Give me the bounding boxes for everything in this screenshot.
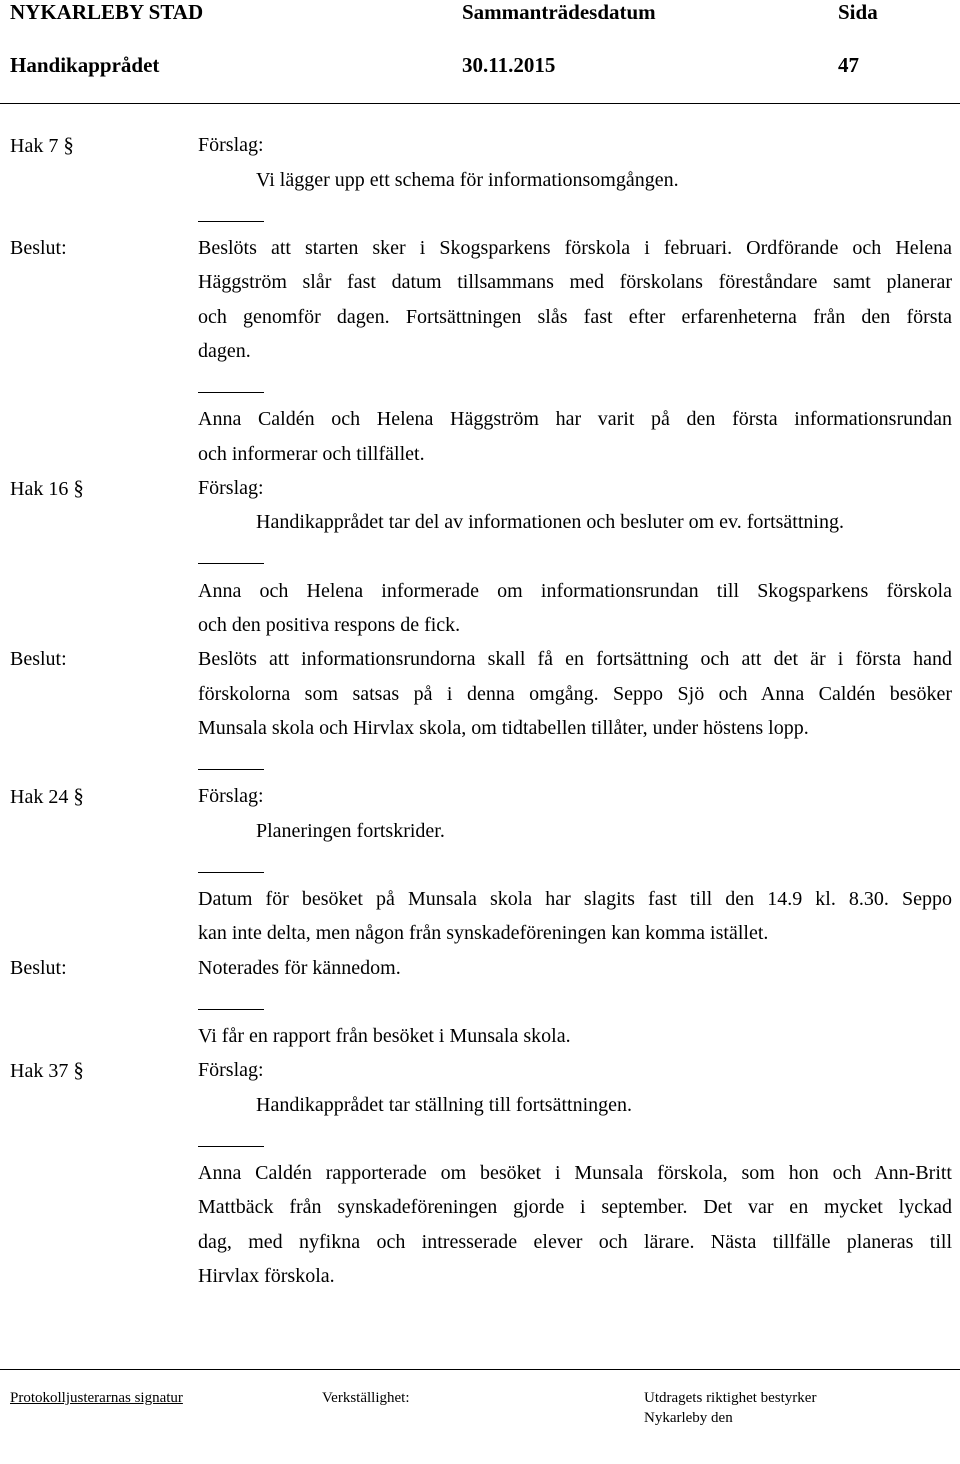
- separator-rule: [198, 1009, 264, 1010]
- paragraph-mark: §: [73, 1058, 84, 1082]
- forslag-label: Förslag:: [198, 134, 264, 156]
- forslag-label: Förslag:: [198, 785, 264, 807]
- forslag-text: Planeringen fortskrider.: [256, 820, 445, 842]
- separator-rule: [198, 1146, 264, 1147]
- beslut-line: dag, med nyfikna och intresserade elever och lärare. Nästa tillfälle planeras till: [198, 1231, 952, 1253]
- forslag-text: Handikapprådet tar ställning till fortsättningen.: [256, 1094, 633, 1116]
- intro-line: och informerar och tillfället.: [198, 443, 425, 465]
- header-divider: [0, 103, 960, 104]
- beslut-line: Munsala skola och Hirvlax skola, om tidtabellen tillåter, under höstens lopp.: [198, 717, 809, 739]
- beslut-line: Anna och Helena informerade om informationsrundan till Skogsparkens förskola: [198, 580, 952, 602]
- beslut-line: Beslöts att informationsrundorna skall få en fortsättning och att det är i första hand: [198, 648, 952, 670]
- section-label: Hak 16 §: [10, 476, 84, 500]
- header-page-number: 47: [838, 53, 859, 77]
- intro-line: Anna Caldén och Helena Häggström har varit på den första informationsrundan: [198, 408, 952, 430]
- beslut-line: Datum för besöket på Munsala skola har slagits fast till den 14.9 kl. 8.30. Seppo: [198, 888, 952, 910]
- paragraph-mark: §: [63, 133, 74, 157]
- forslag-text: Vi lägger upp ett schema för informationsomgången.: [256, 169, 679, 191]
- separator-rule: [198, 392, 264, 393]
- paragraph-mark: §: [73, 476, 84, 500]
- footer-divider: [0, 1369, 960, 1370]
- section-label: Hak 37 §: [10, 1058, 84, 1082]
- footer-place: Nykarleby den: [644, 1410, 733, 1426]
- forslag-label: Förslag:: [198, 477, 264, 499]
- paragraph-mark: §: [73, 784, 84, 808]
- beslut-line: Hirvlax förskola.: [198, 1265, 335, 1287]
- beslut-label: Beslut:: [10, 957, 67, 979]
- separator-rule: [198, 221, 264, 222]
- forslag-label: Förslag:: [198, 1059, 264, 1081]
- forslag-text: Handikapprådet tar del av informationen och besluter om ev. fortsättning.: [256, 511, 844, 533]
- footer-execution-label: Verkställighet:: [322, 1390, 410, 1406]
- beslut-line: Mattbäck från synskadeföreningen gjorde i september. Det var en mycket lyckad: [198, 1196, 952, 1218]
- beslut-line: förskolorna som satsas på i denna omgång. Seppo Sjö och Anna Caldén besöker: [198, 683, 952, 705]
- beslut-line: kan inte delta, men någon från synskadeföreningen kan komma istället.: [198, 922, 769, 944]
- beslut-line: Anna Caldén rapporterade om besöket i Munsala förskola, som hon och Ann-Britt: [198, 1162, 952, 1184]
- separator-rule: [198, 563, 264, 564]
- beslut-label: Beslut:: [10, 648, 67, 670]
- beslut-label: Beslut:: [10, 237, 67, 259]
- header-body: Handikapprådet: [10, 53, 160, 77]
- header-page-label: Sida: [838, 0, 878, 24]
- beslut-line: och genomför dagen. Fortsättningen slås fast efter erfarenheterna från den första: [198, 306, 952, 328]
- header-date-label: Sammanträdesdatum: [462, 0, 656, 24]
- beslut-line: Häggström slår fast datum tillsammans med förskolans föreståndare samt planerar: [198, 271, 952, 293]
- separator-rule: [198, 872, 264, 873]
- beslut-line: och den positiva respons de fick.: [198, 614, 461, 636]
- beslut-line: Beslöts att starten sker i Skogsparkens förskola i februari. Ordförande och Helena: [198, 237, 952, 259]
- section-label: Hak 7 §: [10, 133, 74, 157]
- beslut-line: dagen.: [198, 340, 251, 362]
- footer-extract-label: Utdragets riktighet bestyrker: [644, 1390, 817, 1406]
- footer-signature-label: Protokolljusterarnas signatur: [10, 1390, 183, 1406]
- header-date: 30.11.2015: [462, 53, 556, 77]
- section-label: Hak 24 §: [10, 784, 84, 808]
- beslut-line: Noterades för kännedom.: [198, 957, 401, 979]
- intro-line: Vi får en rapport från besöket i Munsala skola.: [198, 1025, 571, 1047]
- separator-rule: [198, 769, 264, 770]
- header-org: NYKARLEBY STAD: [10, 0, 204, 24]
